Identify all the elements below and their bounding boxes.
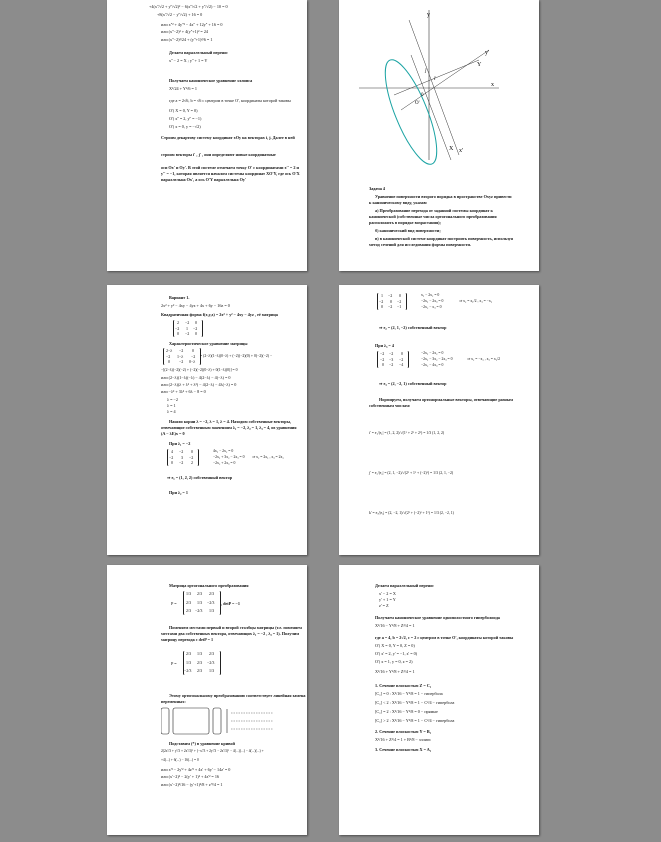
- text-line: или (x'−2)² − 2(y' + 1)² + 4z'² = 16: [161, 774, 220, 779]
- task-title: Задача 4: [369, 186, 385, 191]
- matrix-P1: 1/3 2/3 2/3 2/3 1/3 −2/3 2/3 −2/3 1/3: [183, 591, 221, 615]
- text-line: x' − 2 = X: [379, 591, 396, 596]
- char-matrix: 2−λ −2 0 −2 1−λ −2 0 −2 0−λ: [163, 348, 201, 365]
- text-line: −2x₂ + 2x₃ = 0: [213, 461, 236, 465]
- text-line: Квадратичная форма f(x,y,z) = 2x² + y² − 4xy − 4yz , её матрица: [161, 312, 278, 317]
- text-line: где a = 4, b = 2√2, c = 2 с центром в точке O', координаты которой таковы: [375, 635, 514, 640]
- page-4: [339, 285, 539, 555]
- text-line: расположить в порядке возрастания);: [369, 220, 441, 225]
- text-line: Уравнение поверхности второго порядка в пространстве Oxyz привести: [375, 194, 512, 199]
- text-line: параллельна Ox', а ось O'Y параллельна Oy': [161, 177, 247, 182]
- matrix-lambda2: 1 −2 0 −2 0 −2 0 −2 −1: [377, 293, 407, 310]
- page-1: [107, 0, 307, 271]
- text-line: ⇒ x₂ = x₁/2 , x₃ = −x₁: [459, 299, 493, 303]
- text-line: Получаем каноническое уравнение эллипса: [169, 78, 253, 83]
- ellipse-curve: [375, 54, 447, 170]
- text-line: λ = 4: [167, 409, 176, 414]
- text-line: Характеристическое уравнение матрицы: [169, 341, 248, 346]
- text-line: Нашли корни λ = −2, λ = 1, λ = 4. Находим собственные векторы,: [169, 419, 291, 424]
- matrix-lambda1: 4 −2 0 −2 3 −2 0 −2 2: [167, 449, 199, 466]
- text-line: Поменяем местами первый и второй столбцы матрицы (т.е. поменяем: [169, 625, 302, 630]
- text-line: , detP = −1: [221, 601, 240, 606]
- text-line: [C₁] > 2 : X²/16 − Y²/8 = 1 − C²/4 − гипербола: [375, 718, 455, 723]
- text-line: 2. Сечение плоскостью Y = B₁: [375, 729, 431, 734]
- matrix-lambda3: −2 −2 0 −2 −3 −2 0 −2 −4: [377, 351, 409, 368]
- text-line: O'( x = 1, y = 0, z = 2): [375, 659, 413, 664]
- axis-label: y: [427, 12, 430, 18]
- text-line: [C₁] < 2 : X²/16 − Y²/8 = 1 − C²/4 − гипербола: [375, 700, 455, 705]
- text-line: При λ₃ = 4: [375, 343, 394, 348]
- text-line: −[(2−λ)(−2)(−2) + (−2)(−2)(0−λ) + 0(1−λ)(0)] = 0: [161, 368, 238, 372]
- text-line: +4(x''/√2 + y''/√2)² − 6(x''/√2 + y''/√2) − 10 = 0: [149, 4, 228, 9]
- text-line: или (x''−2)² + 4(y''+1)² = 24: [161, 29, 209, 34]
- matrix-P2: 2/3 1/3 2/3 1/3 2/3 −2/3 −2/3 2/3 1/3: [183, 651, 221, 675]
- text-line: x₁ − 2x₂ = 0: [421, 293, 440, 297]
- text-line: x'' − 2 = X ; y'' + 1 = Y: [169, 58, 208, 63]
- text-line: оси Ox' и Oy'. В этой системе отмечаем точку O' с координатами x'' = 2 и: [161, 165, 299, 170]
- text-line: метод сечений для исследования формы поверхности.: [369, 242, 471, 247]
- text-line: −2x₂ − 4x₃ = 0: [421, 363, 444, 367]
- text-line: Делаем параллельный перенос: [169, 50, 229, 55]
- text-line: i' = e₁/|e₁| = (1, 2, 2)/√(1² + 2² + 2²) = 1/3 (1, 2, 2): [369, 431, 445, 435]
- axis-label: x': [459, 148, 464, 154]
- text-line: а) Преобразование перехода от заданной системы координат к: [375, 208, 493, 213]
- axis-label: x: [491, 82, 494, 88]
- text-line: −2x₂ − x₃ = 0: [421, 305, 442, 309]
- text-line: При λ₂ = 1: [169, 490, 188, 495]
- text-line: y'' = −1, которая является началом системы координат XO'Y, где ось O'X: [161, 171, 300, 176]
- text-line: отвечающие собственным значениям λ₁ = −2, λ₂ = 1, λ₃ = 4, из уравнения: [161, 425, 297, 430]
- text-line: или x''² + 4y''² − 4x'' + 12y'' + 16 = 0: [161, 22, 223, 27]
- text-line: O'( X = 0, Y = 0, Z = 0): [375, 643, 415, 648]
- text-line: или (2−λ)(1−λ)(−λ) − 4(2−λ) − 4(−λ) = 0: [161, 375, 231, 380]
- matrix-A: 2 −2 0 −2 1 −2 0 −2 0: [173, 320, 203, 337]
- text-line: или x'² − 2y'² + 4z'² + 4x' + 6y' − 14z' = 0: [161, 767, 231, 772]
- text-line: O'( X = 0, Y = 0): [169, 108, 198, 113]
- text-line: +8(x''/√2 − y''/√2) + 16 = 0: [157, 12, 203, 17]
- page-2: [339, 0, 539, 271]
- text-line: или −λ³ + 3λ² + 6λ − 8 = 0: [161, 389, 206, 394]
- text-line: ⇒ e₁ = (1, 2, 2) собственный вектор: [167, 475, 233, 480]
- text-line: переменных:: [161, 699, 186, 704]
- text-line: 2(2x'/3 + y'/3 + 2z'/3)² + (−x'/3 + 2y'/3 − 2z'/3)² − 4(...)(...) − 4(...)(...) +: [161, 749, 264, 753]
- text-line: или (x'−2)²/16 − (y'+1)²/8 + z'²/4 = 1: [161, 782, 223, 787]
- text-line: λ = −2: [167, 397, 178, 402]
- text-line: ⇒ x₂ = 2x₁ , x₃ = 2x₁: [252, 455, 284, 459]
- text-line: 4x₁ − 2x₂ = 0: [213, 449, 234, 453]
- text-line: +4(...) + 6(...) − 16(...) = 0: [161, 758, 199, 762]
- X-axis: [411, 55, 451, 160]
- text-line: 3. Сечение плоскостью X = A₁: [375, 747, 432, 752]
- text-line: [C₁] = 0 : X²/16 − Y²/8 = 1 − гипербола: [375, 691, 443, 696]
- text-line: собственным числам:: [369, 403, 411, 408]
- axis-label: 0: [421, 93, 424, 98]
- text-line: X²/16 − Y²/8 + Z²/4 = 1: [375, 623, 415, 628]
- text-line: или (2−λ)(λ + λ² + λ³) − 4(2−λ) − 4λ(−λ) = 0: [161, 382, 237, 387]
- text-line: k' = e₃/|e₃| = (2, −2, 1)/√(2² + (−2)² + 1²) = 1/3 (2, −2, 1): [369, 511, 454, 515]
- text-line: местами два собственных вектора, отвечающих λ₁ = −2 , λ₂ = 1). Получим: [161, 631, 300, 636]
- text-line: Получаем каноническое уравнение однополостного гиперболоида: [375, 615, 500, 620]
- text-line: При λ₁ = −2: [169, 441, 191, 446]
- text-line: [C₁] = 2 : X²/16 − Y²/8 = 0 − прямые: [375, 709, 438, 714]
- text-line: (A − λE)x = 0: [161, 431, 185, 436]
- axis-label: i': [434, 77, 437, 82]
- text-line: X²/16 + Y²/8 + Z²/4 = 1: [375, 669, 415, 674]
- text-line: j' = e₂/|e₂| = (2, 1, −2)/√(2² + 1² + (−2)²) = 1/3 (2, 1, −2): [369, 471, 454, 475]
- axis-label: O': [415, 101, 420, 106]
- text-line: y' + 1 = Y: [379, 597, 396, 602]
- text-line: ⇒ e₃ = (2, −2, 1) собственный вектор: [379, 381, 447, 386]
- text-line: −2x₁ − 2x₃ = 0: [421, 299, 444, 303]
- ellipse-figure: [339, 0, 539, 190]
- text-line: матрицу перехода с detP = 1: [161, 637, 214, 642]
- text-line: Нормируем, получаем ортонормальные векторы, отвечающие разным: [379, 397, 513, 402]
- text-line: б) канонический вид поверхности;: [375, 228, 441, 233]
- text-line: −2x₁ − 3x₂ − 2x₃ = 0: [421, 357, 453, 361]
- text-line: −2x₁ − 2x₂ = 0: [421, 351, 444, 355]
- text-line: O'( x' = 2, y' = −1, z' = 0): [375, 651, 418, 656]
- text-line: O'( x'' = 2, y'' = −1): [169, 116, 202, 121]
- Y-axis: [394, 60, 479, 95]
- text-line: 2x² + y² − 4xy − 4yz + 4x + 6y − 16z = 0: [161, 303, 230, 308]
- text-line: Матрица ортогонального преобразования: [169, 583, 249, 588]
- text-line: −2x₁ + 3x₂ − 2x₃ = 0: [213, 455, 245, 459]
- text-line: λ = 1: [167, 403, 176, 408]
- page-5: Матрица ортогонального преобразования P = 1/3 2/3 2/3 2/3 1/3 −2/3 2/3 −2/3 1/3 , detP = −1 Поменяем местами первый и второй столбцы матрицы (т.е. поменяем местами два собственных вектора, отвечающих λ₁ = −2 , λ₂ = 1). Получим матрицу перехода с detP = 1 P = 2/3 1/3 2/3 1/3 2/3 −2/3 −2/3 2/3 1/3 Этому ортогональному преобразованию соответствует линейная замена переменных: Подставим (*) в уравнение кривой 2(2x'/3 + y'/3 + 2z'/3)² + (−x'/3 + 2y'/3 − 2z'/3)² − 4(...)(...) − 4(...)(...) + +4(...) + 6(...) − 16(...) = 0 или x'² − 2y'² + 4z'² + 4x' + 6y' − 14z' = 0 или (x'−2)² − 2(y' + 1)² + 4z'² = 16 или (x'−2)²/16 − (y'+1)²/8 + z'²/4 = 1: [107, 565, 307, 835]
- text-line: к каноническому виду, указав:: [369, 200, 428, 205]
- text-line: ⇒ x₂ = −x₁ , x₃ = x₁/2: [467, 357, 501, 361]
- axis-label: j': [425, 69, 428, 74]
- text-line: Строим декартову систему координат xOy на векторах i, j. Далее в ней: [161, 135, 295, 140]
- text-line: O'( x = 0, y = −√2): [169, 124, 201, 129]
- text-line: = (2−λ)(1−λ)(0−λ) + (−2)(−2)(0) + 0(−2)(−2) −: [200, 354, 273, 358]
- text-line: канонической (собственные числа ортогонального преобразования: [369, 214, 497, 219]
- text-line: в) в канонической системе координат построить поверхность, используя: [375, 236, 513, 241]
- axis-label: y': [485, 50, 490, 56]
- text-line: X²/16 + Z²/4 = 1 + B²/8 − эллипс: [375, 737, 432, 742]
- text-line: ⇒ e₂ = (2, 1, −2) собственный вектор: [379, 325, 447, 330]
- text-line: X²/24 + Y²/6 = 1: [169, 86, 198, 91]
- text-line: Делаем параллельный перенос: [375, 583, 435, 588]
- text-line: Этому ортогональному преобразованию соответствует линейная замена: [169, 693, 306, 698]
- axis-label: Y: [477, 62, 482, 68]
- text-line: 1. Сечение плоскостью Z = C₁: [375, 683, 432, 688]
- text-line: z' = Z: [379, 603, 389, 608]
- text-line: Подставим (*) в уравнение кривой: [169, 741, 235, 746]
- text-line: или (x''−2)²/24 + (y''+1)²/6 = 1: [161, 37, 213, 42]
- substitution-block: [161, 707, 291, 737]
- page-6: [339, 565, 539, 835]
- page-3: [107, 285, 307, 555]
- text-line: Вариант 1.: [169, 295, 190, 300]
- axis-label: X: [449, 146, 454, 152]
- text-line: где a = 2√6, b = √6 с центром в точке O', координаты которой таковы: [169, 98, 291, 103]
- text-line: строим векторы i' , j' , они определяют новые координатные: [161, 152, 276, 157]
